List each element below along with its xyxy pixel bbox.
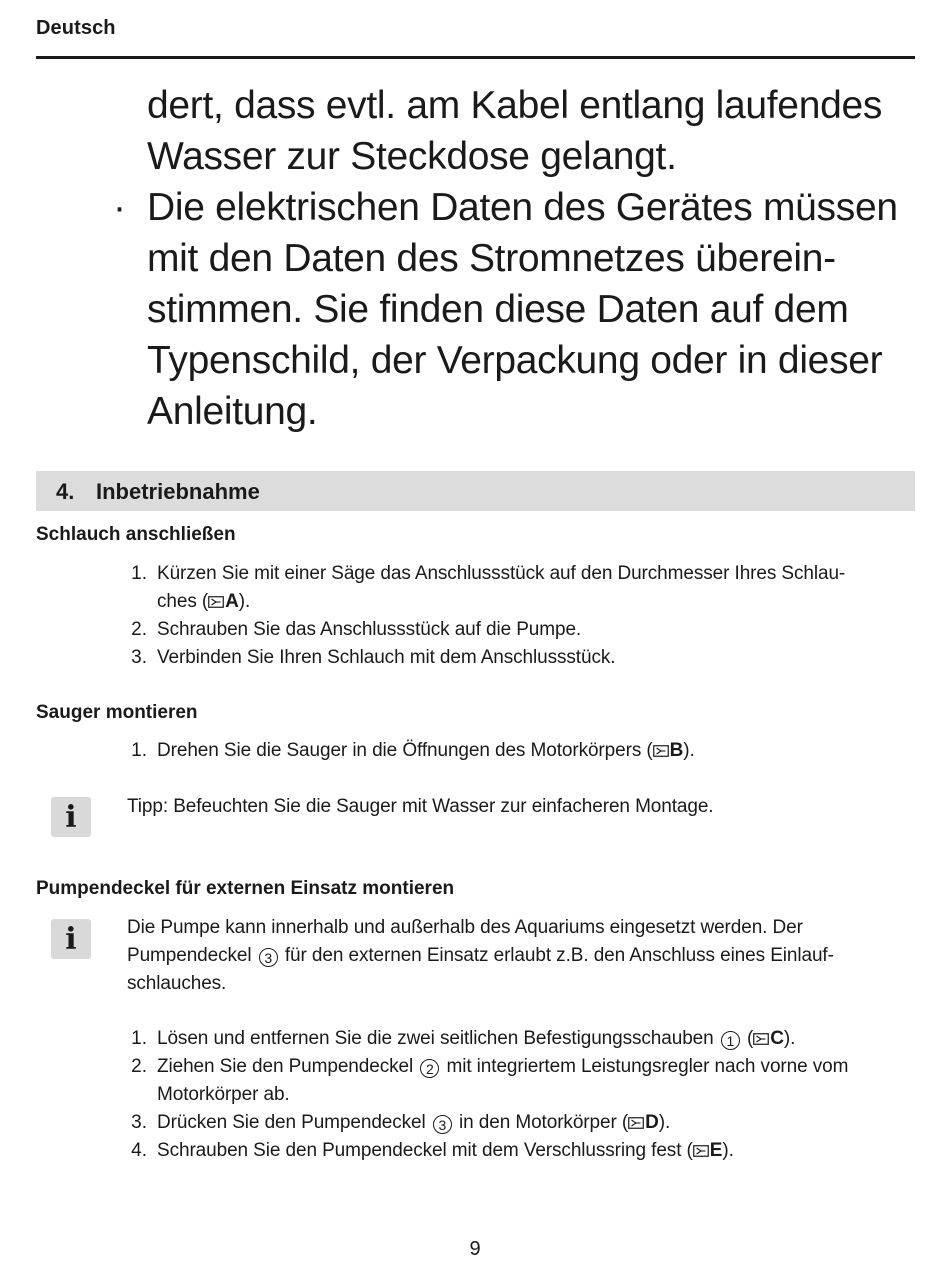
info-icon: i [51, 797, 91, 837]
cover-info-line-1: Die Pumpe kann innerhalb und außerhalb des Aquariums eingesetzt werden. Der [127, 917, 803, 938]
suckers-heading: Sauger montieren [36, 702, 198, 723]
cover-step-4-number: 4. [131, 1140, 147, 1161]
hose-heading: Schlauch anschließen [36, 524, 236, 545]
cover-step-1-text [157, 1028, 795, 1050]
bullet-line-5: Anleitung. [147, 390, 318, 433]
bullet-symbol: · [113, 186, 126, 229]
cover-step-1-pre: Lösen und entfernen Sie die zwei seitlichen Befestigungsschauben [157, 1028, 714, 1049]
figure-reference-icon [753, 1033, 769, 1045]
cover-step-4-figure-ref: E [709, 1140, 723, 1161]
hose-step-1-post: ). [238, 591, 251, 612]
cover-info-line-3: schlauches. [127, 973, 227, 994]
figure-reference-icon [628, 1117, 644, 1129]
cover-info-line-2 [127, 945, 834, 967]
continued-line-1: dert, dass evtl. am Kabel entlang laufendes [147, 84, 883, 127]
cover-info-line-2-post: für den externen Einsatz erlaubt z.B. den Anschluss eines Einlauf- [284, 945, 834, 966]
cover-step-1-number: 1. [131, 1028, 147, 1049]
suckers-step-1-number: 1. [131, 740, 147, 761]
part-number-3: 3 [433, 1115, 452, 1134]
cover-info-line-2-pre: Pumpendeckel [127, 945, 252, 966]
cover-step-4-post: ). [722, 1140, 734, 1161]
page-number: 9 [469, 1238, 481, 1260]
continued-line-2: Wasser zur Steckdose gelangt. [147, 135, 677, 178]
cover-step-3-post: in den Motorkörper ( [459, 1112, 629, 1133]
suckers-step-1-text [157, 740, 695, 762]
figure-reference-icon [208, 596, 224, 608]
hose-step-1-line-1: Kürzen Sie mit einer Säge das Anschlussstück auf den Durchmesser Ihres Schlau- [157, 563, 846, 584]
hose-step-1-figure-ref: A [225, 591, 239, 612]
cover-step-2-line-2: Motorkörper ab. [157, 1084, 290, 1105]
part-number-2: 2 [420, 1059, 439, 1078]
suckers-step-1-figure-ref: B [669, 740, 684, 761]
bullet-line-3: stimmen. Sie finden diese Daten auf dem [147, 288, 849, 331]
header-divider [36, 56, 915, 59]
figure-reference-icon [693, 1145, 709, 1157]
cover-step-2-post: mit integriertem Leistungsregler nach vorne vom [446, 1056, 849, 1077]
cover-step-1-figure-ref: C [770, 1028, 784, 1049]
cover-step-4-pre: Schrauben Sie den Pumpendeckel mit dem Verschlussring fest ( [157, 1140, 693, 1161]
part-number-1: 1 [721, 1031, 740, 1050]
section-number: 4. [56, 479, 75, 504]
cover-step-1-post: ). [783, 1028, 796, 1049]
cover-step-4-text [157, 1140, 734, 1162]
hose-step-3-text: Verbinden Sie Ihren Schlauch mit dem Anschlussstück. [157, 647, 616, 668]
hose-step-2-text: Schrauben Sie das Anschlussstück auf die Pumpe. [157, 619, 582, 640]
cover-step-2-line-1 [157, 1056, 848, 1078]
cover-step-2-number: 2. [131, 1056, 147, 1077]
suckers-step-1-post: ). [683, 740, 695, 761]
info-icon: i [51, 919, 91, 959]
hose-step-1-number: 1. [131, 563, 147, 584]
cover-step-3-end: ). [658, 1112, 671, 1133]
suckers-step-1-pre: Drehen Sie die Sauger in die Öffnungen des Motorkörpers ( [157, 740, 653, 761]
cover-step-3-text [157, 1112, 670, 1134]
cover-step-2-pre: Ziehen Sie den Pumpendeckel [157, 1056, 414, 1077]
cover-step-3-figure-ref: D [645, 1112, 659, 1133]
bullet-line-4: Typenschild, der Verpackung oder in dieser [147, 339, 883, 382]
header-language: Deutsch [36, 17, 116, 39]
bullet-line-1: Die elektrischen Daten des Gerätes müssen [147, 186, 898, 229]
hose-step-1-line-2 [157, 591, 250, 613]
section-title: Inbetriebnahme [96, 479, 260, 504]
bullet-line-2: mit den Daten des Stromnetzes überein- [147, 237, 836, 280]
cover-heading: Pumpendeckel für externen Einsatz montieren [36, 878, 455, 899]
hose-step-1-pre: ches ( [157, 591, 209, 612]
suckers-tip: Tipp: Befeuchten Sie die Sauger mit Wasser zur einfacheren Montage. [127, 796, 714, 817]
cover-step-3-number: 3. [131, 1112, 147, 1133]
figure-reference-icon [653, 745, 669, 757]
part-number-3: 3 [259, 948, 278, 967]
cover-step-3-pre: Drücken Sie den Pumpendeckel [157, 1112, 426, 1133]
hose-step-3-number: 3. [131, 647, 147, 668]
hose-step-2-number: 2. [131, 619, 147, 640]
cover-step-1-mid: ( [746, 1028, 754, 1049]
